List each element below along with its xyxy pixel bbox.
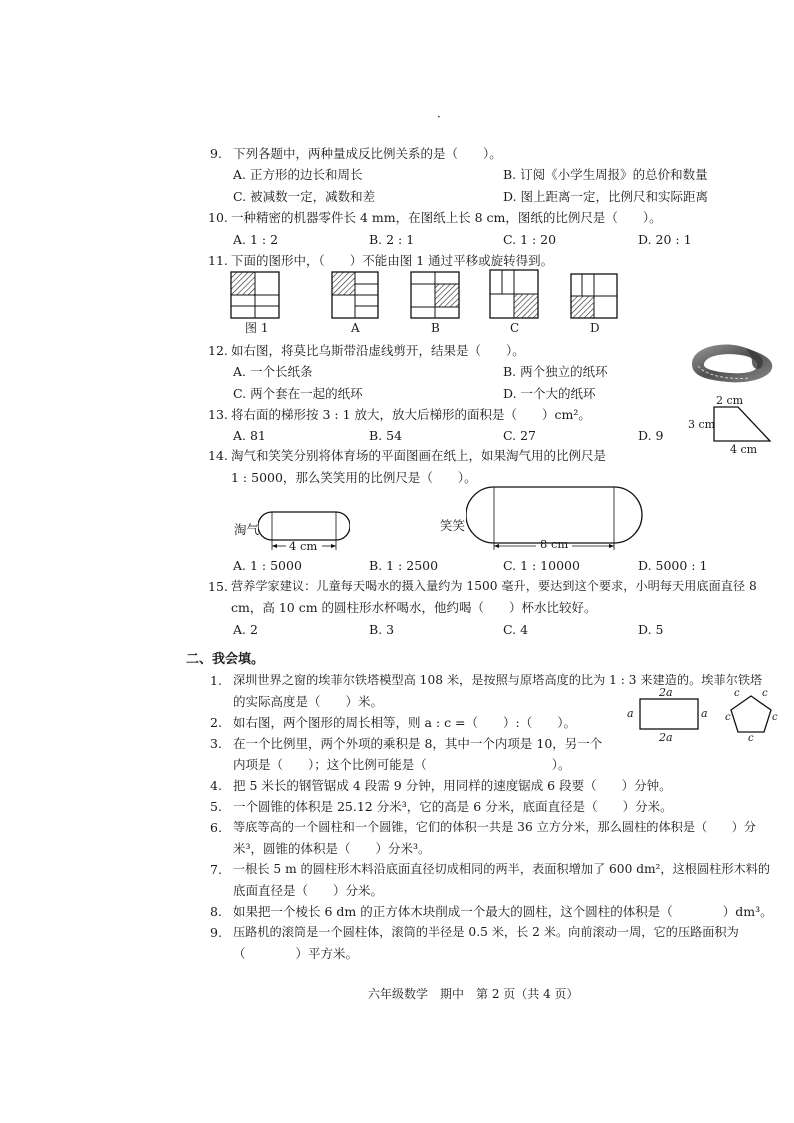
xiaoxiao-length-label: 8 cm: [540, 537, 569, 551]
trapezoid-left-label: 3 cm: [688, 418, 716, 431]
xiaoxiao-label: 笑笑: [440, 518, 466, 533]
figure-d-label: D: [590, 321, 600, 335]
fill-q3-line2: 内项是（ ）；这个比例可能是（ ）。: [233, 757, 571, 772]
pentagon-label-top-right: c: [762, 688, 768, 699]
figure-d: [571, 274, 617, 318]
q12-stem: 如右图，将莫比乌斯带沿虚线剪开，结果是（ ）。: [231, 343, 525, 358]
q15-number: 15.: [208, 579, 228, 594]
fill-q7-number: 7.: [210, 862, 222, 877]
fill-q9-number: 9.: [210, 925, 222, 940]
q9-stem: 下列各题中，两种量成反比例关系的是（ ）。: [233, 146, 502, 161]
figure-1-label: 图 1: [245, 321, 269, 335]
q10-option-c: C. 1 : 20: [503, 232, 557, 247]
figure-1: [231, 272, 279, 318]
fill-q5-number: 5.: [210, 799, 222, 814]
q12-option-c: C. 两个套在一起的纸环: [233, 386, 363, 401]
rect-top-label: 2a: [659, 686, 673, 699]
q9-option-d: D. 图上距离一定，比例尺和实际距离: [503, 189, 709, 204]
figure-c: [490, 270, 538, 318]
figure-c-label: C: [510, 321, 520, 335]
q13-option-c: C. 27: [503, 428, 536, 443]
taoqi-label: 淘气: [234, 522, 260, 537]
section-2-title: 二、我会填。: [186, 652, 265, 667]
q15-option-d: D. 5: [638, 622, 664, 637]
figure-b-label: B: [431, 321, 440, 335]
fill-q2-line1: 如右图，两个图形的周长相等，则 a : c =（ ）:（ ）。: [233, 715, 576, 730]
fill-q6-line1: 等底等高的一个圆柱和一个圆锥，它们的体积一共是 36 立方分米，那么圆柱的体积是（ ）分: [233, 820, 756, 834]
q15-option-c: C. 4: [503, 622, 529, 637]
q14-option-c: C. 1 : 10000: [503, 558, 580, 573]
q10-option-b: B. 2 : 1: [369, 232, 415, 247]
q13-option-a: A. 81: [233, 428, 266, 443]
pentagon-label-right: c: [772, 712, 778, 723]
q15-stem-line2: cm，高 10 cm 的圆柱形水杯喝水，他约喝（ ）杯水比较好。: [231, 600, 597, 615]
q13-option-d: D. 9: [638, 428, 664, 443]
q14-option-a: A. 1 : 5000: [233, 558, 302, 573]
fill-q8-number: 8.: [210, 904, 222, 919]
q11-stem: 下面的图形中，（ ）不能由图 1 通过平移或旋转得到。: [231, 253, 554, 268]
page-footer: 六年级数学 期中 第 2 页（共 4 页）: [368, 987, 579, 1001]
fill-q9-line1: 压路机的滚筒是一个圆柱体，滚筒的半径是 0.5 米，长 2 米。向前滚动一周，它的压路面积为: [233, 925, 739, 939]
fill-q1-line2: 的实际高度是（ ）米。: [233, 694, 384, 709]
fill-q2-number: 2.: [210, 715, 222, 730]
pentagon-label-bottom: c: [748, 733, 754, 744]
q15-stem-line1: 营养学家建议：儿童每天喝水的摄入量约为 1500 毫升，要达到这个要求，小明每天用底面直径 8: [231, 579, 757, 593]
taoqi-length-label: 4 cm: [289, 539, 318, 553]
pentagon-label-left: c: [725, 712, 731, 723]
q15-option-b: B. 3: [369, 622, 395, 637]
q13-number: 13.: [208, 407, 228, 422]
q14-number: 14.: [208, 448, 228, 463]
q13-option-b: B. 54: [369, 428, 403, 443]
q12-option-a: A. 一个长纸条: [233, 364, 313, 379]
trapezoid-top-label: 2 cm: [716, 394, 744, 407]
q12-option-b: B. 两个独立的纸环: [503, 364, 608, 379]
q14-stem-line1: 淘气和笑笑分别将体育场的平面图画在纸上，如果淘气用的比例尺是: [231, 448, 607, 463]
fill-q4-number: 4.: [210, 778, 222, 793]
q14-option-b: B. 1 : 2500: [369, 558, 439, 573]
q14-stem-line2: 1 : 5000，那么笑笑用的比例尺是（ ）。: [231, 470, 477, 485]
q14-option-d: D. 5000 : 1: [638, 558, 708, 573]
q11-number: 11.: [208, 253, 228, 268]
mobius-strip-image: [686, 338, 778, 390]
fill-q7-line1: 一根长 5 m 的圆柱形木料沿底面直径切成相同的两半，表面积增加了 600 dm²，这根圆柱形木料的: [233, 862, 771, 876]
fill-q6-number: 6.: [210, 820, 222, 835]
rect-bottom-label: 2a: [659, 731, 673, 744]
figure-b: [411, 272, 459, 318]
fill-q3-number: 3.: [210, 736, 222, 751]
figure-a: [332, 272, 378, 318]
fill-q1-line1: 深圳世界之窗的埃菲尔铁塔模型高 108 米，是按照与原塔高度的比为 1 : 3 来建造的。埃菲尔铁塔: [233, 673, 763, 687]
trapezoid-bottom-label: 4 cm: [730, 443, 758, 456]
fill-q6-line2: 米³，圆锥的体积是（ ）分米³。: [233, 841, 431, 856]
fill-q9-line2: （ ）平方米。: [233, 946, 359, 961]
rect-right-label: a: [701, 707, 708, 720]
q10-number: 10.: [208, 210, 228, 225]
figure-a-label: A: [351, 321, 360, 335]
top-dot: ·: [437, 110, 441, 124]
pentagon-label-top-left: c: [734, 688, 740, 699]
fill-q3-line1: 在一个比例里，两个外项的乘积是 8，其中一个内项是 10，另一个: [233, 736, 603, 751]
q10-option-a: A. 1 : 2: [233, 232, 279, 247]
fill-q1-number: 1.: [210, 673, 222, 688]
q12-option-d: D. 一个大的纸环: [503, 386, 596, 401]
q9-option-b: B. 订阅《小学生周报》的总价和数量: [503, 167, 708, 182]
q10-option-d: D. 20 : 1: [638, 232, 692, 247]
q13-stem: 将右面的梯形按 3 : 1 放大，放大后梯形的面积是（ ）cm²。: [231, 407, 591, 422]
fill-q4-line1: 把 5 米长的钢管锯成 4 段需 9 分钟，用同样的速度锯成 6 段要（ ）分钟。: [233, 778, 672, 793]
rect-left-label: a: [627, 707, 634, 720]
q9-option-a: A. 正方形的边长和周长: [233, 167, 363, 182]
q10-stem: 一种精密的机器零件长 4 mm，在图纸上长 8 cm，图纸的比例尺是（ ）。: [231, 210, 662, 225]
fill-q7-line2: 底面直径是（ ）分米。: [233, 883, 384, 898]
trapezoid-figure: [712, 405, 778, 447]
q15-option-a: A. 2: [233, 622, 258, 637]
fill-q5-line1: 一个圆锥的体积是 25.12 分米³，它的高是 6 分米，底面直径是（ ）分米。: [233, 799, 673, 814]
fill-q8-line1: 如果把一个棱长 6 dm 的正方体木块削成一个最大的圆柱，这个圆柱的体积是（ ）dm³。: [233, 904, 773, 919]
q9-option-c: C. 被减数一定，减数和差: [233, 189, 376, 204]
q12-number: 12.: [208, 343, 228, 358]
q9-number: 9.: [210, 146, 222, 161]
